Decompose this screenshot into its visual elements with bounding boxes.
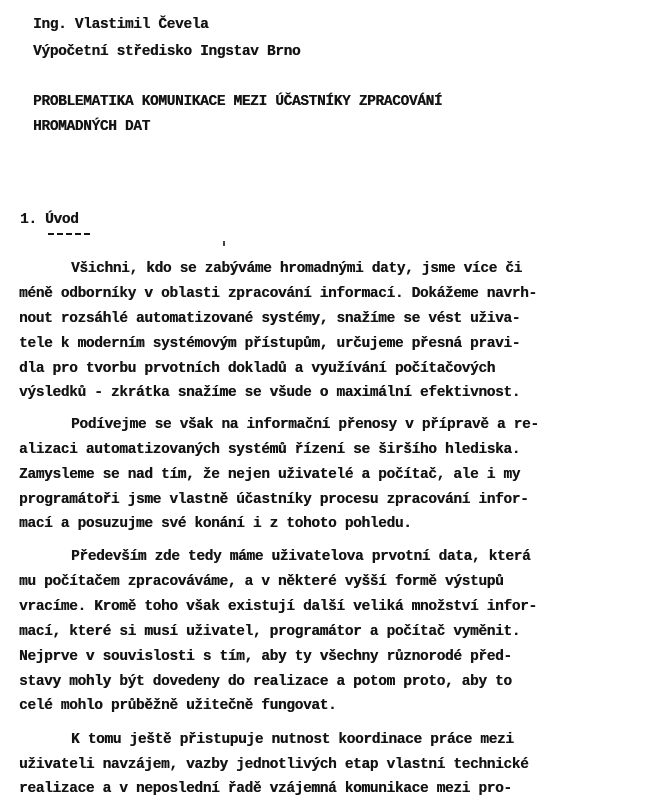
author-name: Ing. Vlastimil Čevela (33, 17, 209, 33)
body-line-19: K tomu ještě přistupuje nutnost koordinace práce mezi (71, 732, 514, 748)
section-heading-underline (48, 233, 90, 235)
body-line-2: méně odborníky v oblasti zpracování informací. Dokážeme navrh- (19, 286, 537, 302)
body-line-16: Nejprve v souvislosti s tím, aby ty všechny různorodé před- (19, 649, 512, 665)
body-line-8: alizaci automatizovaných systémů řízení se širšího hlediska. (19, 442, 521, 458)
document-title-line-1: PROBLEMATIKA KOMUNIKACE MEZI ÚČASTNÍKY ZPRACOVÁNÍ (33, 94, 443, 110)
body-line-10: programátoři jsme vlastně účastníky procesu zpracování infor- (19, 492, 529, 508)
body-line-9: Zamysleme se nad tím, že nejen uživatelé a počítač, ale i my (19, 467, 521, 483)
body-line-7: Podívejme se však na informační přenosy v přípravě a re- (71, 417, 539, 433)
body-line-14: vracíme. Kromě toho však existují další veliká množství infor- (19, 599, 537, 615)
body-line-11: mací a posuzujme své konání i z tohoto pohledu. (19, 516, 412, 532)
body-line-20: uživateli navzájem, vazby jednotlivých etap vlastní technické (19, 757, 529, 773)
document-title-line-2: HROMADNÝCH DAT (33, 119, 150, 135)
body-line-13: mu počítačem zpracováváme, a v některé vyšší formě výstupů (19, 574, 504, 590)
body-line-21: realizace a v neposlední řadě vzájemná komunikace mezi pro- (19, 781, 512, 797)
body-line-6: výsledků - zkrátka snažíme se všude o maximální efektivnost. (19, 385, 521, 401)
typewriter-speck (223, 241, 225, 246)
author-affiliation: Výpočetní středisko Ingstav Brno (33, 44, 301, 60)
body-line-4: tele k moderním systémovým přístupům, určujeme přesná pravi- (19, 336, 521, 352)
section-heading: 1. Úvod (20, 212, 79, 228)
body-line-12: Především zde tedy máme uživatelova prvotní data, která (71, 549, 531, 565)
body-line-17: stavy mohly být dovedeny do realizace a potom proto, aby to (19, 674, 512, 690)
body-line-3: nout rozsáhlé automatizované systémy, snažíme se vést uživa- (19, 311, 521, 327)
body-line-1: Všichni, kdo se zabýváme hromadnými daty, jsme více či (71, 261, 522, 277)
body-line-18: celé mohlo průběžně užitečně fungovat. (19, 698, 337, 714)
body-line-5: dla pro tvorbu prvotních dokladů a využívání počítačových (19, 361, 496, 377)
body-line-15: mací, které si musí uživatel, programátor a počítač vyměnit. (19, 624, 521, 640)
